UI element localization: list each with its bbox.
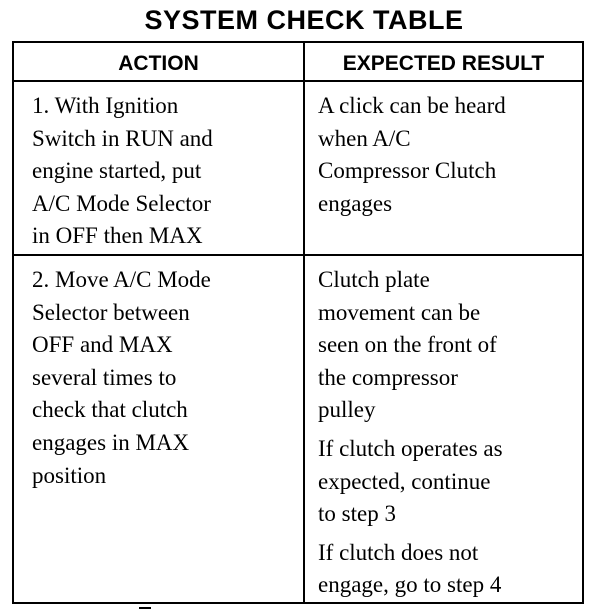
action-line: engine started, put bbox=[32, 158, 202, 184]
action-line: A/C Mode Selector bbox=[32, 190, 211, 216]
action-line: Selector between bbox=[32, 299, 190, 325]
action-line: 1. With Ignition bbox=[32, 93, 179, 118]
row-2-action bbox=[32, 264, 211, 492]
action-line: check that clutch bbox=[32, 397, 188, 423]
action-line: OFF and MAX bbox=[32, 332, 173, 358]
action-line: engages in MAX bbox=[32, 429, 190, 455]
system-check-table bbox=[12, 41, 584, 604]
result-line: If clutch operates as bbox=[318, 435, 503, 461]
column-divider bbox=[303, 43, 305, 602]
row-1-expected-result bbox=[318, 90, 506, 220]
action-line: position bbox=[32, 462, 107, 488]
row-2-expected-result bbox=[318, 264, 503, 602]
result-line: the compressor bbox=[318, 364, 458, 390]
action-line: 2. Move A/C Mode bbox=[32, 267, 211, 292]
action-line: Switch in RUN and bbox=[32, 125, 213, 151]
result-line: engages bbox=[318, 190, 393, 216]
result-line: Compressor Clutch bbox=[318, 158, 497, 184]
action-line: in OFF then MAX bbox=[32, 223, 203, 249]
table-title: SYSTEM CHECK TABLE bbox=[144, 5, 464, 35]
column-header-expected-result: EXPECTED RESULT bbox=[342, 52, 545, 75]
result-line: pulley bbox=[318, 397, 376, 423]
scan-mark bbox=[139, 607, 151, 609]
row-1-action bbox=[32, 90, 213, 253]
column-header-action: ACTION bbox=[118, 52, 199, 75]
result-line: A click can be heard bbox=[318, 93, 506, 118]
result-line: expected, continue bbox=[318, 468, 491, 494]
result-line: engage, go to step 4 bbox=[318, 572, 502, 598]
result-line: seen on the front of bbox=[318, 332, 497, 358]
result-line: If clutch does not bbox=[318, 539, 479, 565]
row-divider bbox=[14, 254, 582, 256]
action-line: several times to bbox=[32, 364, 177, 390]
result-line: Clutch plate bbox=[318, 267, 430, 292]
result-line: when A/C bbox=[318, 125, 411, 151]
result-line: to step 3 bbox=[318, 501, 396, 527]
result-line: movement can be bbox=[318, 299, 481, 325]
